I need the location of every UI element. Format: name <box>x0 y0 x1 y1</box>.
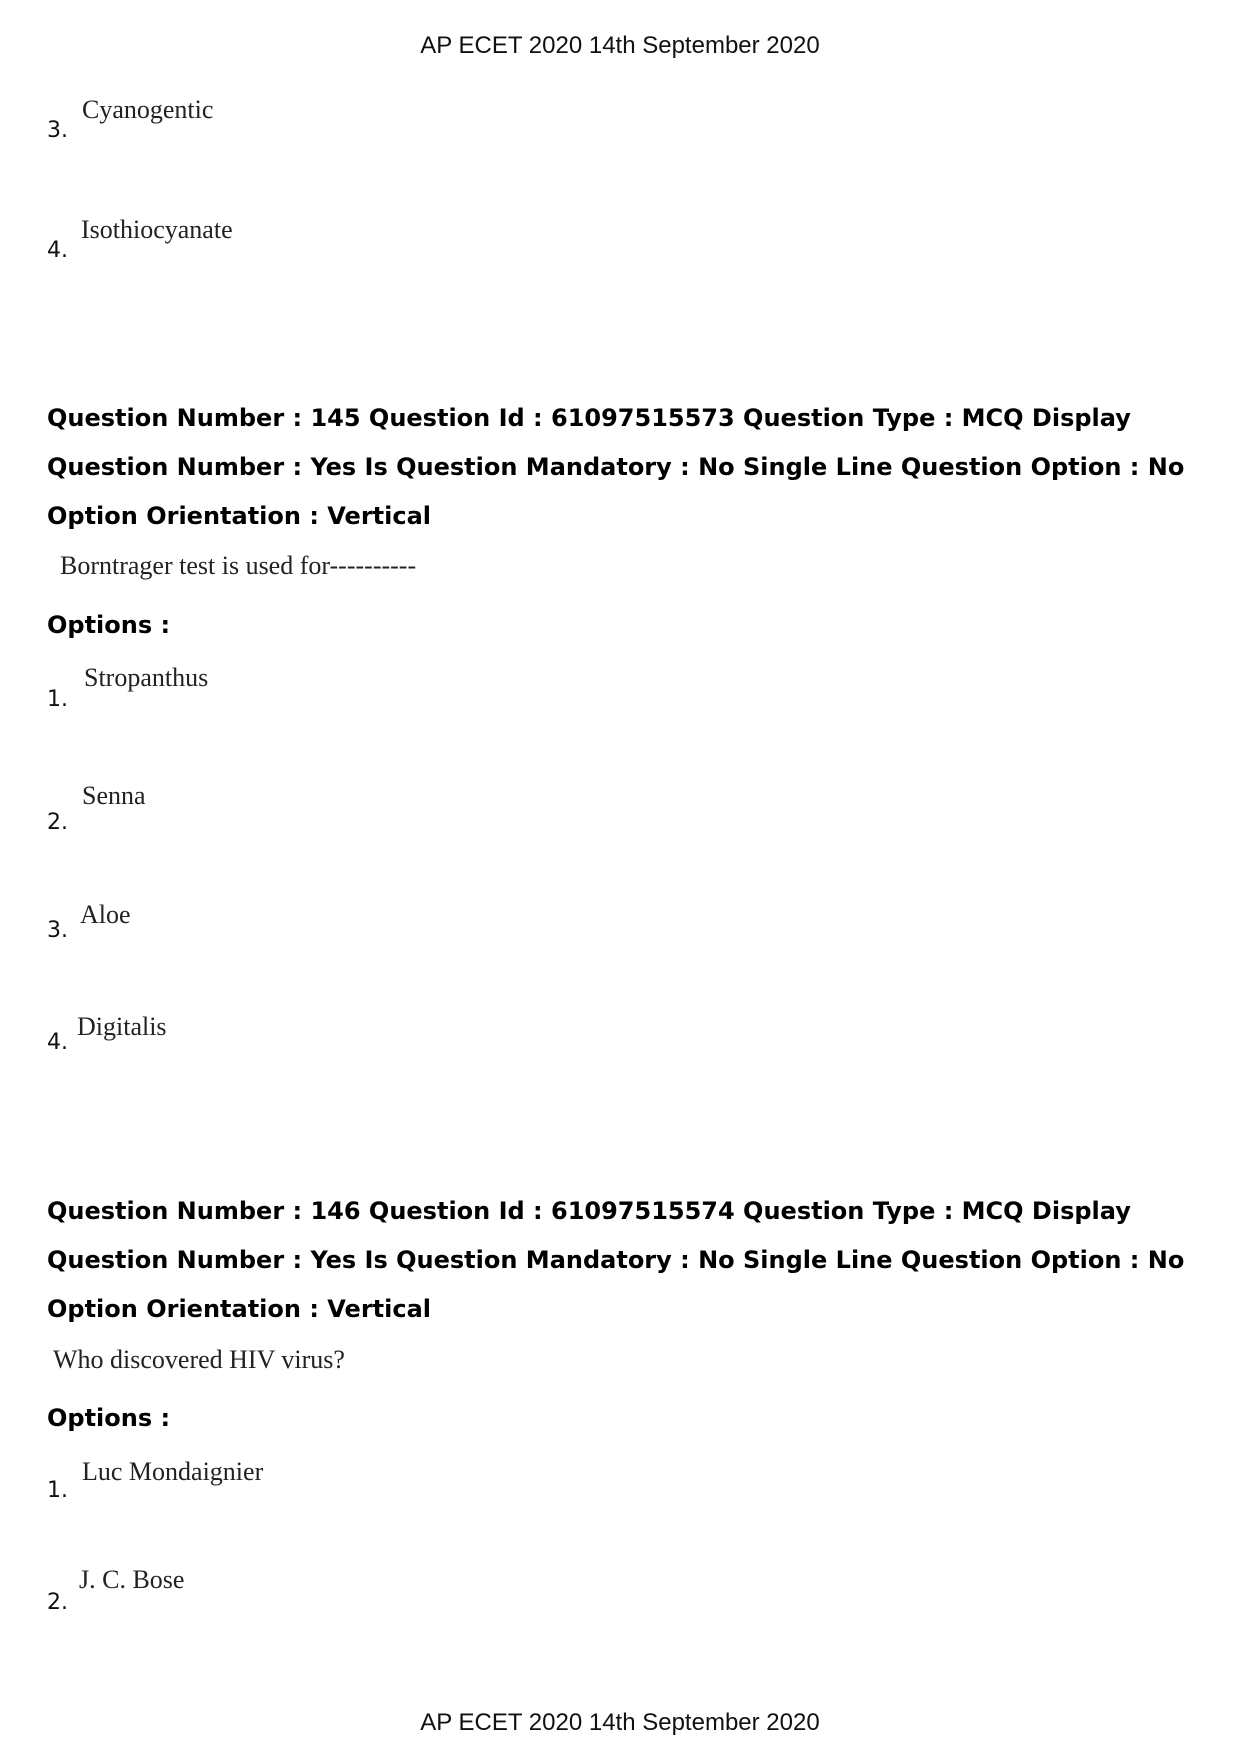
option-text: Isothiocyanate <box>81 215 233 244</box>
option-text: Stropanthus <box>84 663 209 692</box>
option-number: 3. <box>47 918 68 943</box>
option-text: J. C. Bose <box>79 1565 185 1594</box>
question-145-text: Borntrager test is used for---------- <box>60 551 417 580</box>
option-text: Aloe <box>80 900 131 929</box>
option-text: Cyanogentic <box>82 95 214 124</box>
option-number: 1. <box>47 687 68 712</box>
option-number: 3. <box>47 118 68 143</box>
option-text: Luc Mondaignier <box>82 1457 264 1486</box>
option-number: 2. <box>47 1590 68 1615</box>
page-header: AP ECET 2020 14th September 2020 <box>420 32 820 59</box>
option-number: 2. <box>47 810 68 835</box>
question-146-meta: Question Number : 146 Question Id : 61097515574 Question Type : MCQ Display Question Number : Yes Is Question Mandatory : No Single Line Question Option : No Option Orientation : Vertical <box>47 1197 1185 1323</box>
question-145-meta: Question Number : 145 Question Id : 61097515573 Question Type : MCQ Display Question Number : Yes Is Question Mandatory : No Single Line Question Option : No Option Orientation : Vertical <box>47 404 1185 530</box>
option-text: Digitalis <box>77 1012 167 1041</box>
question-146-text: Who discovered HIV virus? <box>53 1345 345 1374</box>
option-number: 1. <box>47 1478 68 1503</box>
page-footer: AP ECET 2020 14th September 2020 <box>420 1709 820 1736</box>
question-146-options-label: Options : <box>47 1404 171 1432</box>
option-number: 4. <box>47 238 68 263</box>
option-text: Senna <box>82 781 146 810</box>
option-number: 4. <box>47 1030 68 1055</box>
question-145-options-label: Options : <box>47 611 171 639</box>
